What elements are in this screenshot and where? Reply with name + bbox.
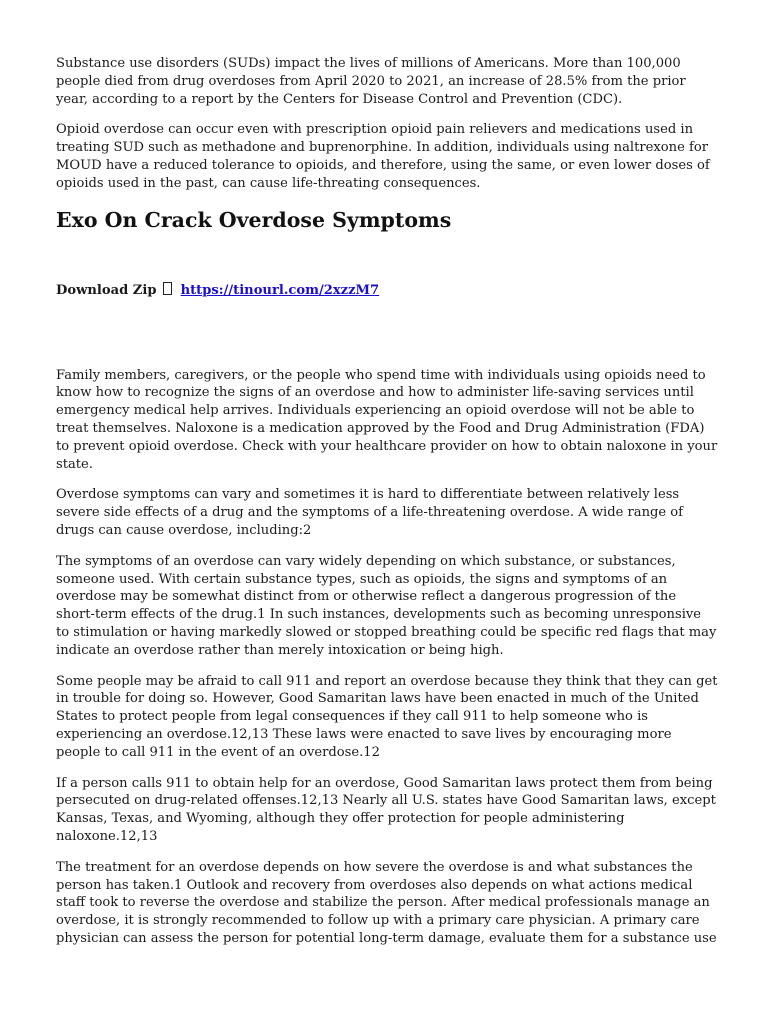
intro-paragraph-1: Substance use disorders (SUDs) impact the lives of millions of Americans. More than 100,000 people died from drug overdoses from April 2020 to 2021, an increase of 28.5% from the prior year, according to a report by the Centers for Disease Control and Prevention (CDC). bbox=[56, 56, 686, 107]
placeholder-glyph-icon bbox=[163, 282, 172, 295]
page-title: Exo On Crack Overdose Symptoms bbox=[56, 207, 452, 232]
download-label: Download Zip bbox=[56, 282, 157, 298]
intro-paragraph-2: Opioid overdose can occur even with prescription opioid pain relievers and medications used in treating SUD such as methadone and buprenorphine. In addition, individuals using naltrexone for MOUD have a reduced tolerance to opioids, and therefore, using the same, or even lower doses of opioids used in the past, can cause life-threating consequences. bbox=[56, 122, 710, 191]
body-paragraph-5: If a person calls 911 to obtain help for an overdose, Good Samaritan laws protect them from being persecuted on drug-related offenses.12,13 Nearly all U.S. states have Good Samaritan laws, except Kansas, Texas, and Wyoming, although they offer protection for people administering naloxone.12,13 bbox=[56, 775, 716, 844]
document-page bbox=[56, 55, 718, 961]
download-line bbox=[56, 282, 718, 300]
body-paragraph-4: Some people may be afraid to call 911 and report an overdose because they think that they can get in trouble for doing so. However, Good Samaritan laws have been enacted in much of the United States to protect people from legal consequences if they call 911 to help someone who is experiencing an overdose.12,13 These laws were enacted to save lives by encouraging more people to call 911 in the event of an overdose.12 bbox=[56, 673, 718, 760]
spacer bbox=[56, 300, 718, 367]
body-paragraph-3: The symptoms of an overdose can vary widely depending on which substance, or substances, someone used. With certain substance types, such as opioids, the signs and symptoms of an overdose may be somewhat distinct from or otherwise reflect a dangerous progression of the short-term effects of the drug.1 In such instances, developments such as becoming unresponsive to stimulation or having markedly slowed or stopped breathing could be specific red flags that may indicate an overdose rather than merely intoxication or being high. bbox=[56, 553, 717, 658]
body-paragraph-1: Family members, caregivers, or the people who spend time with individuals using opioids need to know how to recognize the signs of an overdose and how to administer life-saving services until emergency medical help arrives. Individuals experiencing an opioid overdose will not be able to treat themselves. Naloxone is a medication approved by the Food and Drug Administration (FDA) to prevent opioid overdose. Check with your healthcare provider on how to obtain naloxone in your state. bbox=[56, 367, 718, 472]
download-link[interactable]: https://tinourl.com/2xzzM7 bbox=[180, 282, 380, 298]
body-paragraph-6: The treatment for an overdose depends on how severe the overdose is and what substances the person has taken.1 Outlook and recovery from overdoses also depends on what actions medical staff took to reverse the overdose and stabilize the person. After medical professionals manage an overdose, it is strongly recommended to follow up with a primary care physician. A primary care physician can assess the person for potential long-term damage, evaluate them for a substance use bbox=[56, 859, 717, 946]
body-paragraph-2: Overdose symptoms can vary and sometimes it is hard to differentiate between relatively less severe side effects of a drug and the symptoms of a life-threatening overdose. A wide range of drugs can cause overdose, including:2 bbox=[56, 487, 684, 538]
